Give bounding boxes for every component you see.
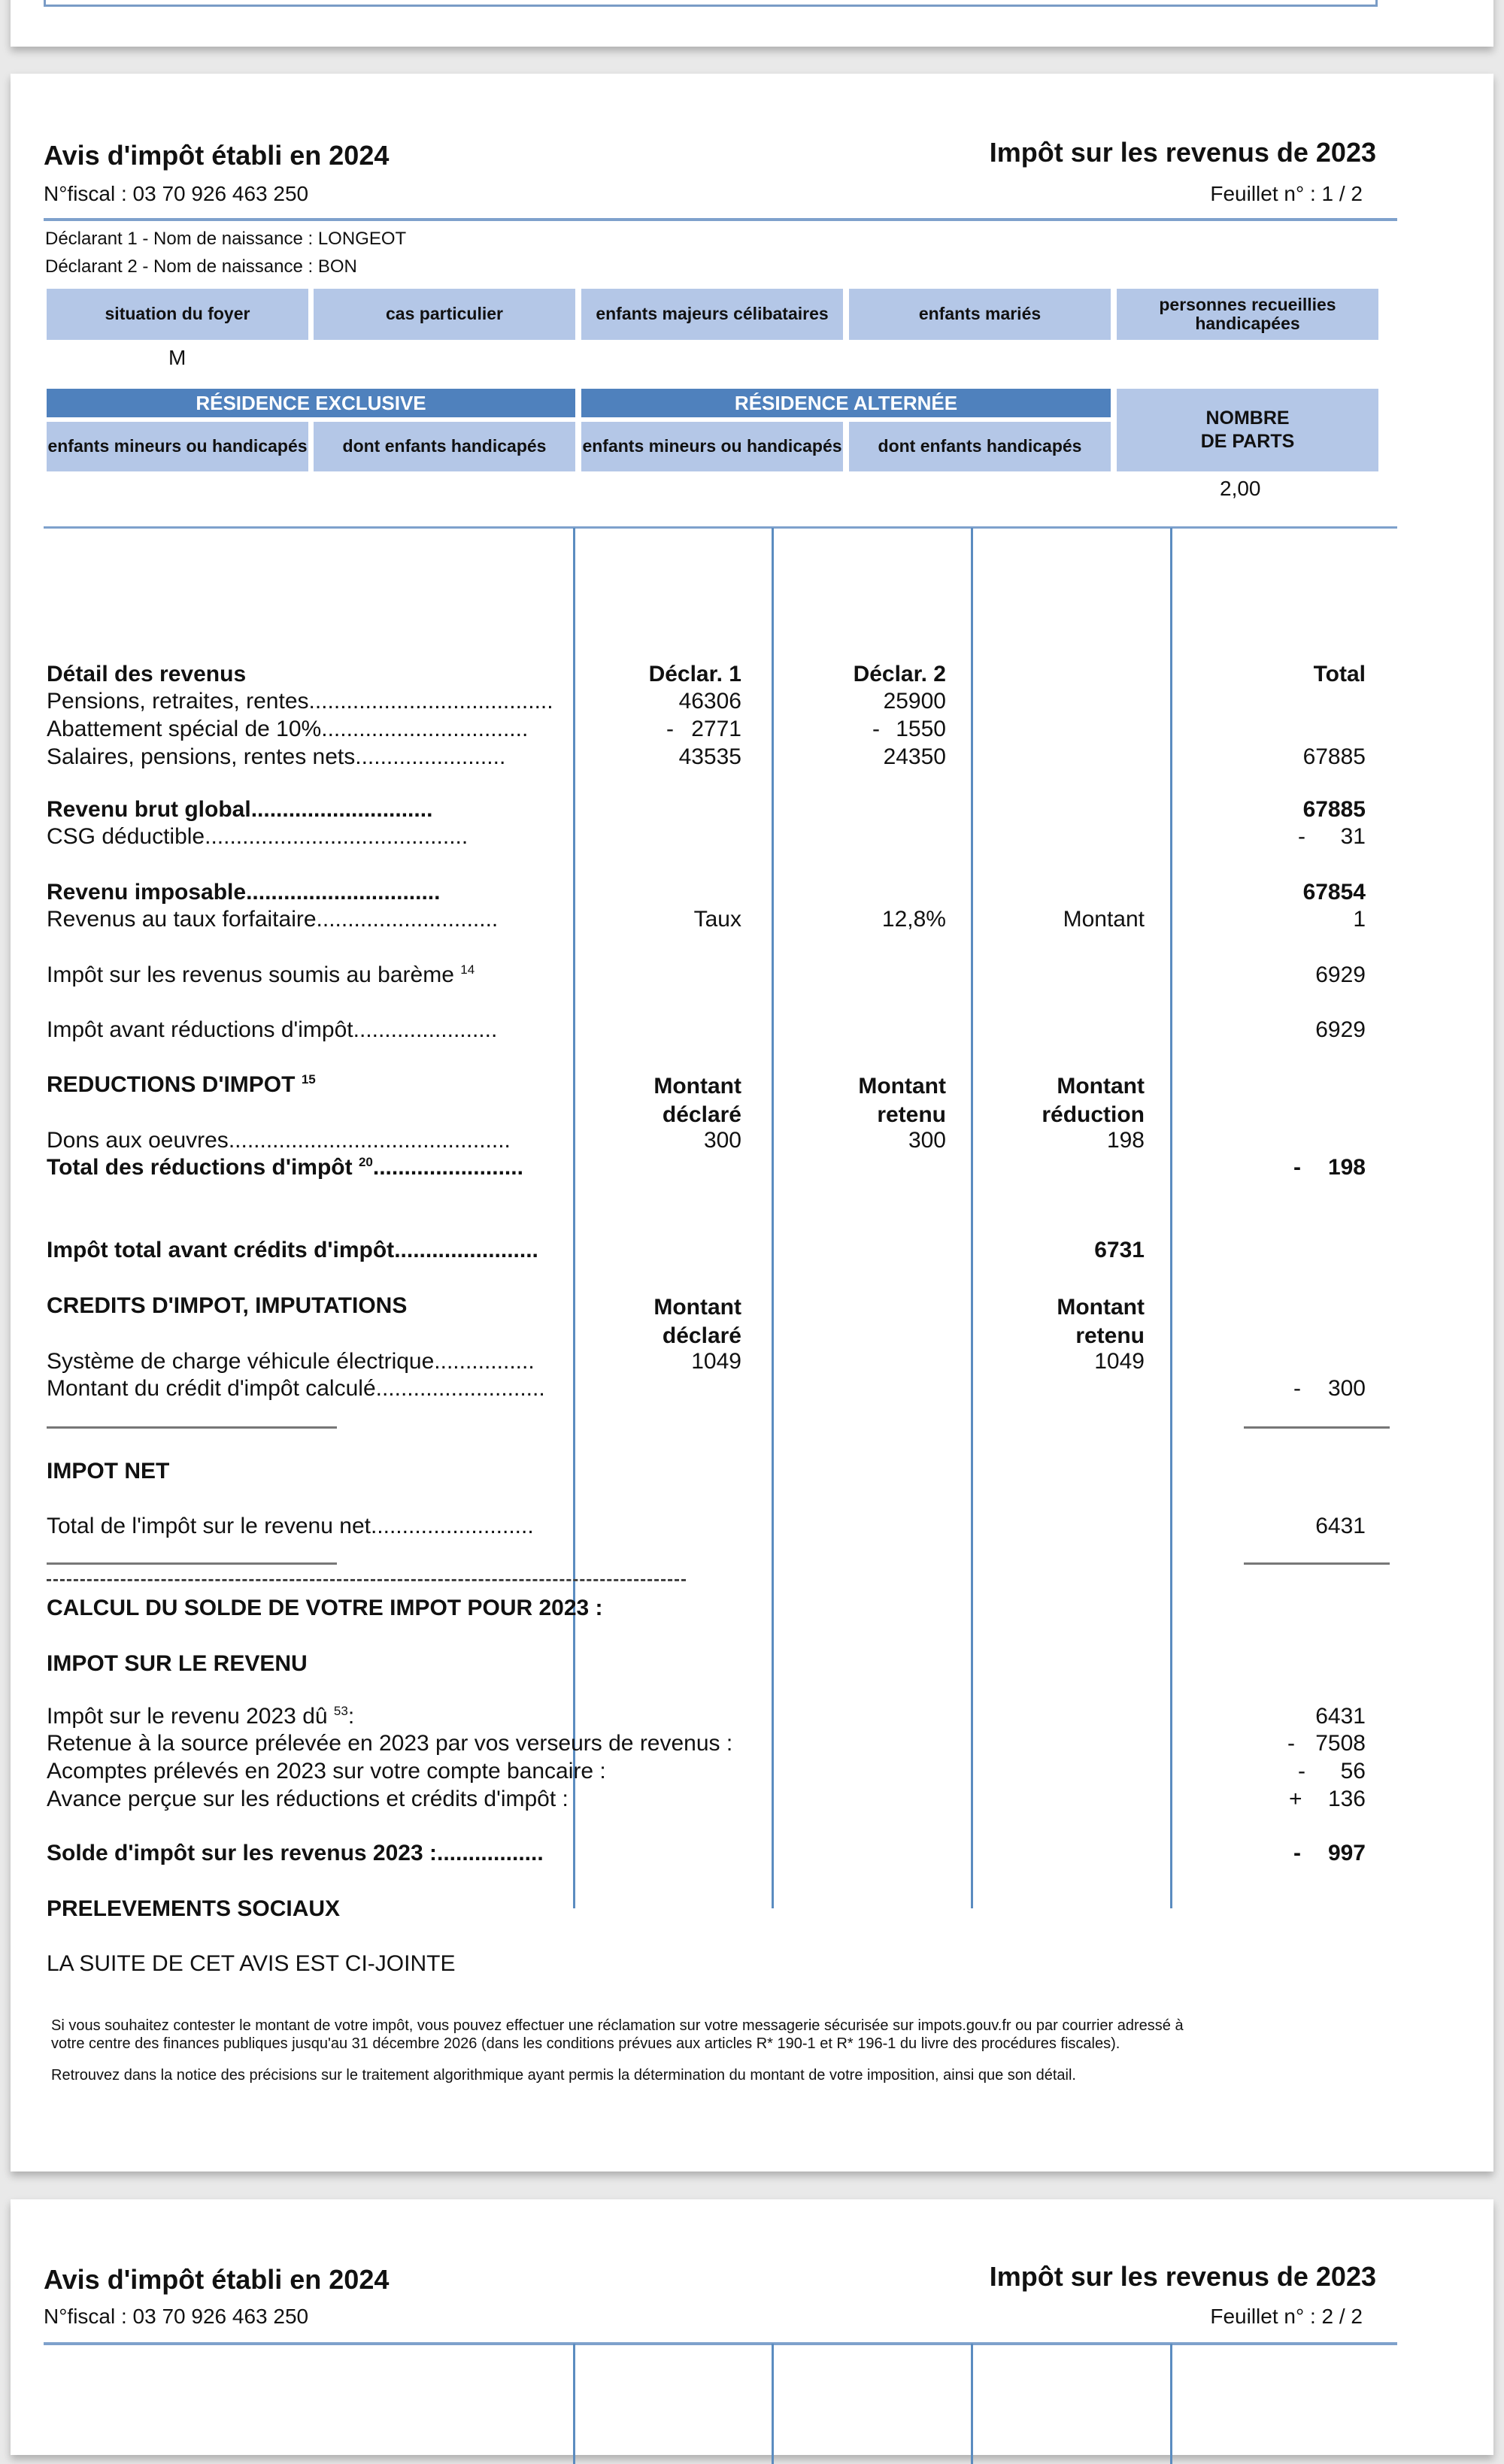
avant-reductions-label: Impôt avant réductions d'impôt....................... [47,1017,498,1042]
pensions-d2: 25900 [883,689,946,714]
revenu-brut-global-label: Revenu brut global............................. [47,797,433,822]
csg-value: 31 [1340,824,1366,849]
bareme-label: Impôt sur les revenus soumis au barème $^{14}$ [47,962,475,987]
avis-title-p2: Avis d'impôt établi en 2024 [44,2264,390,2295]
numero-fiscal: N°fiscal : 03 70 926 463 250 [44,182,309,205]
abattement-d1: 2771 [691,717,741,741]
vehicule-label: Système de charge véhicule électrique................ [47,1349,535,1374]
credits-col-declare: Montant déclaré [653,1295,741,1348]
header-situation-foyer: situation du foyer [47,289,308,340]
nombre-parts-value: 2,00 [1220,477,1261,500]
reductions-title: REDUCTIONS D'IMPOT $^{15}$ [47,1072,316,1097]
row-salaires-label: Salaires, pensions, rentes nets........................ [47,744,506,769]
header-enfants-majeurs: enfants majeurs célibataires [581,289,843,340]
bareme-value: 6929 [1315,962,1366,987]
band-residence-exclusive: RÉSIDENCE EXCLUSIVE [47,389,575,417]
abattement-d2: 1550 [896,717,946,741]
solde-row-avance: Avance perçue sur les réductions et crédits d'impôt : [47,1787,569,1811]
solde-row-acomptes: Acomptes prélevés en 2023 sur votre compte bancaire : [47,1759,606,1784]
solde-final-label: Solde d'impôt sur les revenus 2023 :................. [47,1841,544,1865]
reductions-col-retenu: Montant retenu [858,1074,946,1127]
underline-left-1 [47,1426,337,1429]
retenue-sign: - [1287,1731,1295,1756]
salaires-d2: 24350 [883,744,946,769]
total-reductions-label: Total des réductions d'impôt $^{20}$........................ [47,1155,523,1180]
header-nombre-parts: NOMBRE DE PARTS [1117,389,1378,471]
column-divider-p2-3 [971,2344,973,2464]
tax-notice-page-2 [11,2199,1493,2455]
algorithm-notice: Retrouvez dans la notice des précisions sur le traitement algorithmique ayant permis la détermination du montant de votre imposition, ainsi que son détail. [51,2067,1076,2084]
feuillet-number-p2: Feuillet n° : 2 / 2 [1210,2305,1363,2328]
retenue-value: 7508 [1315,1731,1366,1756]
header-rule [44,218,1397,221]
column-divider-4 [1170,528,1172,1908]
impot-total-avant-credits-value: 6731 [1094,1238,1145,1262]
montant-label: Montant [1063,907,1145,932]
salaires-d1: 43535 [678,744,741,769]
impot-total-avant-credits-label: Impôt total avant crédits d'impôt....................... [47,1238,538,1262]
acomptes-sign: - [1298,1759,1305,1784]
impot-net-total-value: 6431 [1315,1514,1366,1538]
solde-title: CALCUL DU SOLDE DE VOTRE IMPOT POUR 2023 : [47,1596,603,1620]
header-cas-particulier: cas particulier [314,289,575,340]
avant-reductions-value: 6929 [1315,1017,1366,1042]
numero-fiscal-p2: N°fiscal : 03 70 926 463 250 [44,2305,309,2328]
table-top-rule [44,526,1397,529]
contest-notice: Si vous souhaitez contester le montant de votre impôt, vous pouvez effectuer une réclamation sur votre messagerie sécurisée sur impots.gouv.fr ou par courrier adressé à votre centre des finances publiques jusqu'au 31 décembre 2026 (dans les conditions prévues aux articles R* 190-1 et R* 196-1 du livre des procédures fiscales). [51,2017,1184,2052]
abattement-d2-sign: - [872,717,880,741]
revenus-title: Détail des revenus [47,662,247,686]
credits-title: CREDITS D'IMPOT, IMPUTATIONS [47,1293,408,1318]
salaires-total: 67885 [1302,744,1366,769]
header-alt-dont-handicapes: dont enfants handicapés [849,422,1111,471]
credit-calcule-sign: - [1293,1376,1301,1401]
taux-value: 12,8% [881,907,946,932]
vehicule-retenu: 1049 [1094,1349,1145,1374]
tax-notice-page-1 [11,74,1493,2172]
header-alt-enfants-mineurs: enfants mineurs ou handicapés [581,422,843,471]
pensions-d1: 46306 [678,689,741,714]
impot-sur-le-revenu-title: IMPOT SUR LE REVENU [47,1651,308,1676]
impot-title: Impôt sur les revenus de 2023 [989,137,1376,168]
total-reductions-value: 198 [1327,1155,1366,1180]
column-divider-2 [772,528,774,1908]
declarant-1: Déclarant 1 - Nom de naissance : LONGEOT [45,229,407,249]
header-excl-enfants-mineurs: enfants mineurs ou handicapés [47,422,308,471]
prelevements-sociaux-title: PRELEVEMENTS SOCIAUX [47,1896,341,1921]
taux-forfaitaire-label: Revenus au taux forfaitaire............................. [47,907,499,932]
credit-calcule-value: 300 [1327,1376,1366,1401]
underline-left-2 [47,1562,337,1565]
band-residence-alternee: RÉSIDENCE ALTERNÉE [581,389,1111,417]
feuillet-number: Feuillet n° : 1 / 2 [1210,182,1363,205]
underline-right-2 [1244,1562,1390,1565]
csg-sign: - [1298,824,1305,849]
underline-right-1 [1244,1426,1390,1429]
column-divider-1 [573,528,575,1908]
solde-final-sign: - [1293,1841,1301,1865]
avance-sign: + [1289,1787,1302,1811]
avis-title: Avis d'impôt établi en 2024 [44,140,390,171]
previous-page-frame [44,0,1378,7]
impot-net-title: IMPOT NET [47,1459,170,1484]
impot-title-p2: Impôt sur les revenus de 2023 [989,2261,1376,2292]
revenu-brut-global-value: 67885 [1302,797,1366,822]
taux-label: Taux [693,907,741,932]
csg-label: CSG déductible.......................................... [47,824,468,849]
col-total: Total [1313,662,1366,686]
revenu-imposable-value: 67854 [1302,880,1366,905]
impot-net-total-label: Total de l'impôt sur le revenu net.......................... [47,1514,534,1538]
previous-page-bottom [11,0,1493,47]
reductions-col-declare: Montant déclaré [653,1074,741,1127]
row-abattement-label: Abattement spécial de 10%................................. [47,717,529,741]
credits-col-retenu: Montant retenu [1057,1295,1145,1348]
avance-value: 136 [1327,1787,1366,1811]
solde-final-value: 997 [1327,1841,1366,1865]
row-pensions-label: Pensions, retraites, rentes....................................... [47,689,553,714]
suite-avis-text: LA SUITE DE CET AVIS EST CI-JOINTE [47,1951,456,1976]
situation-foyer-value: M [168,346,186,369]
header-personnes-recueillies: personnes recueillies handicapées [1117,289,1378,340]
header-enfants-maries: enfants mariés [849,289,1111,340]
dons-declare: 300 [703,1128,741,1153]
dashed-separator [47,1579,686,1581]
dons-reduction: 198 [1106,1128,1145,1153]
solde-row-retenue: Retenue à la source prélevée en 2023 par vos verseurs de revenus : [47,1731,733,1756]
header-excl-dont-handicapes: dont enfants handicapés [314,422,575,471]
col-declar-2: Déclar. 2 [853,662,946,686]
col-declar-1: Déclar. 1 [648,662,741,686]
acomptes-value: 56 [1340,1759,1366,1784]
credit-calcule-label: Montant du crédit d'impôt calculé........................... [47,1376,545,1401]
solde-du-value: 6431 [1315,1704,1366,1729]
vehicule-declare: 1049 [691,1349,741,1374]
header-rule-p2 [44,2342,1397,2345]
dons-label: Dons aux oeuvres............................................. [47,1128,511,1153]
total-reductions-sign: - [1293,1155,1301,1180]
column-divider-p2-4 [1170,2344,1172,2464]
abattement-d1-sign: - [666,717,674,741]
declarant-2: Déclarant 2 - Nom de naissance : BON [45,256,357,277]
reductions-col-reduction: Montant réduction [1042,1074,1145,1127]
taux-forfaitaire-montant: 1 [1353,907,1366,932]
column-divider-p2-1 [573,2344,575,2464]
revenu-imposable-label: Revenu imposable............................... [47,880,441,905]
dons-retenu: 300 [908,1128,946,1153]
column-divider-3 [971,528,973,1908]
column-divider-p2-2 [772,2344,774,2464]
solde-row-du: Impôt sur le revenu 2023 dû $^{53}$: [47,1704,355,1729]
